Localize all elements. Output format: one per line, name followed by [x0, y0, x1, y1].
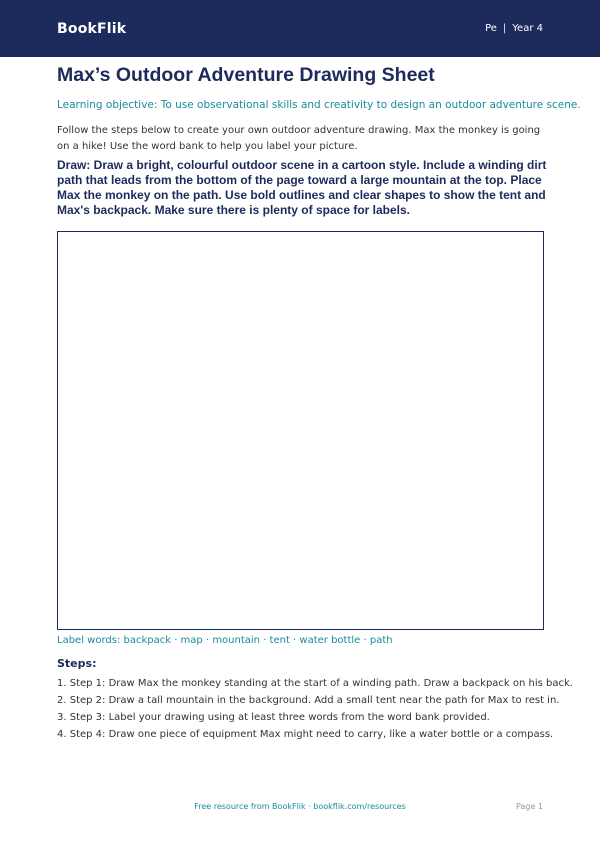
step-item: 2. Step 2: Draw a tall mountain in the background. Add a small tent near the path for Max to rest in.	[57, 695, 560, 706]
brand-logo-text[interactable]: BookFlik	[57, 20, 127, 37]
year-label: Year 4	[512, 23, 543, 34]
header-banner	[0, 0, 600, 57]
page-number: Page 1	[516, 802, 543, 811]
page-title: Max’s Outdoor Adventure Drawing Sheet	[57, 64, 435, 86]
footer-resource-link[interactable]: Free resource from BookFlik · bookflik.com/resources	[194, 802, 406, 811]
learning-objective: Learning objective: To use observational skills and creativity to design an outdoor adventure scene.	[57, 99, 581, 111]
step-item: 3. Step 3: Label your drawing using at least three words from the word bank provided.	[57, 712, 490, 723]
drawing-area[interactable]	[57, 231, 544, 630]
subject-label: Pe	[485, 23, 497, 34]
steps-list	[57, 675, 573, 743]
draw-instruction: Draw: Draw a bright, colourful outdoor scene in a cartoon style. Include a winding dirt path that leads from the bottom of the page toward a large mountain at the top. Place Max the monkey on the path. Use bold outlines and clear shapes to show the tent and Max's backpack. Make sure there is plenty of space for labels.	[57, 158, 547, 217]
step-item: 4. Step 4: Draw one piece of equipment Max might need to carry, like a water bottle or a compass.	[57, 729, 554, 740]
step-item: 1. Step 1: Draw Max the monkey standing at the start of a winding path. Draw a backpack on his back.	[57, 678, 573, 689]
word-bank: Label words: backpack · map · mountain · tent · water bottle · path	[57, 635, 393, 646]
intro-text: Follow the steps below to create your own outdoor adventure drawing. Max the monkey is going on a hike! Use the word bank to help you label your picture.	[57, 125, 541, 152]
steps-heading: Steps:	[57, 657, 97, 670]
header-meta	[485, 23, 543, 34]
header-separator: |	[502, 23, 507, 34]
